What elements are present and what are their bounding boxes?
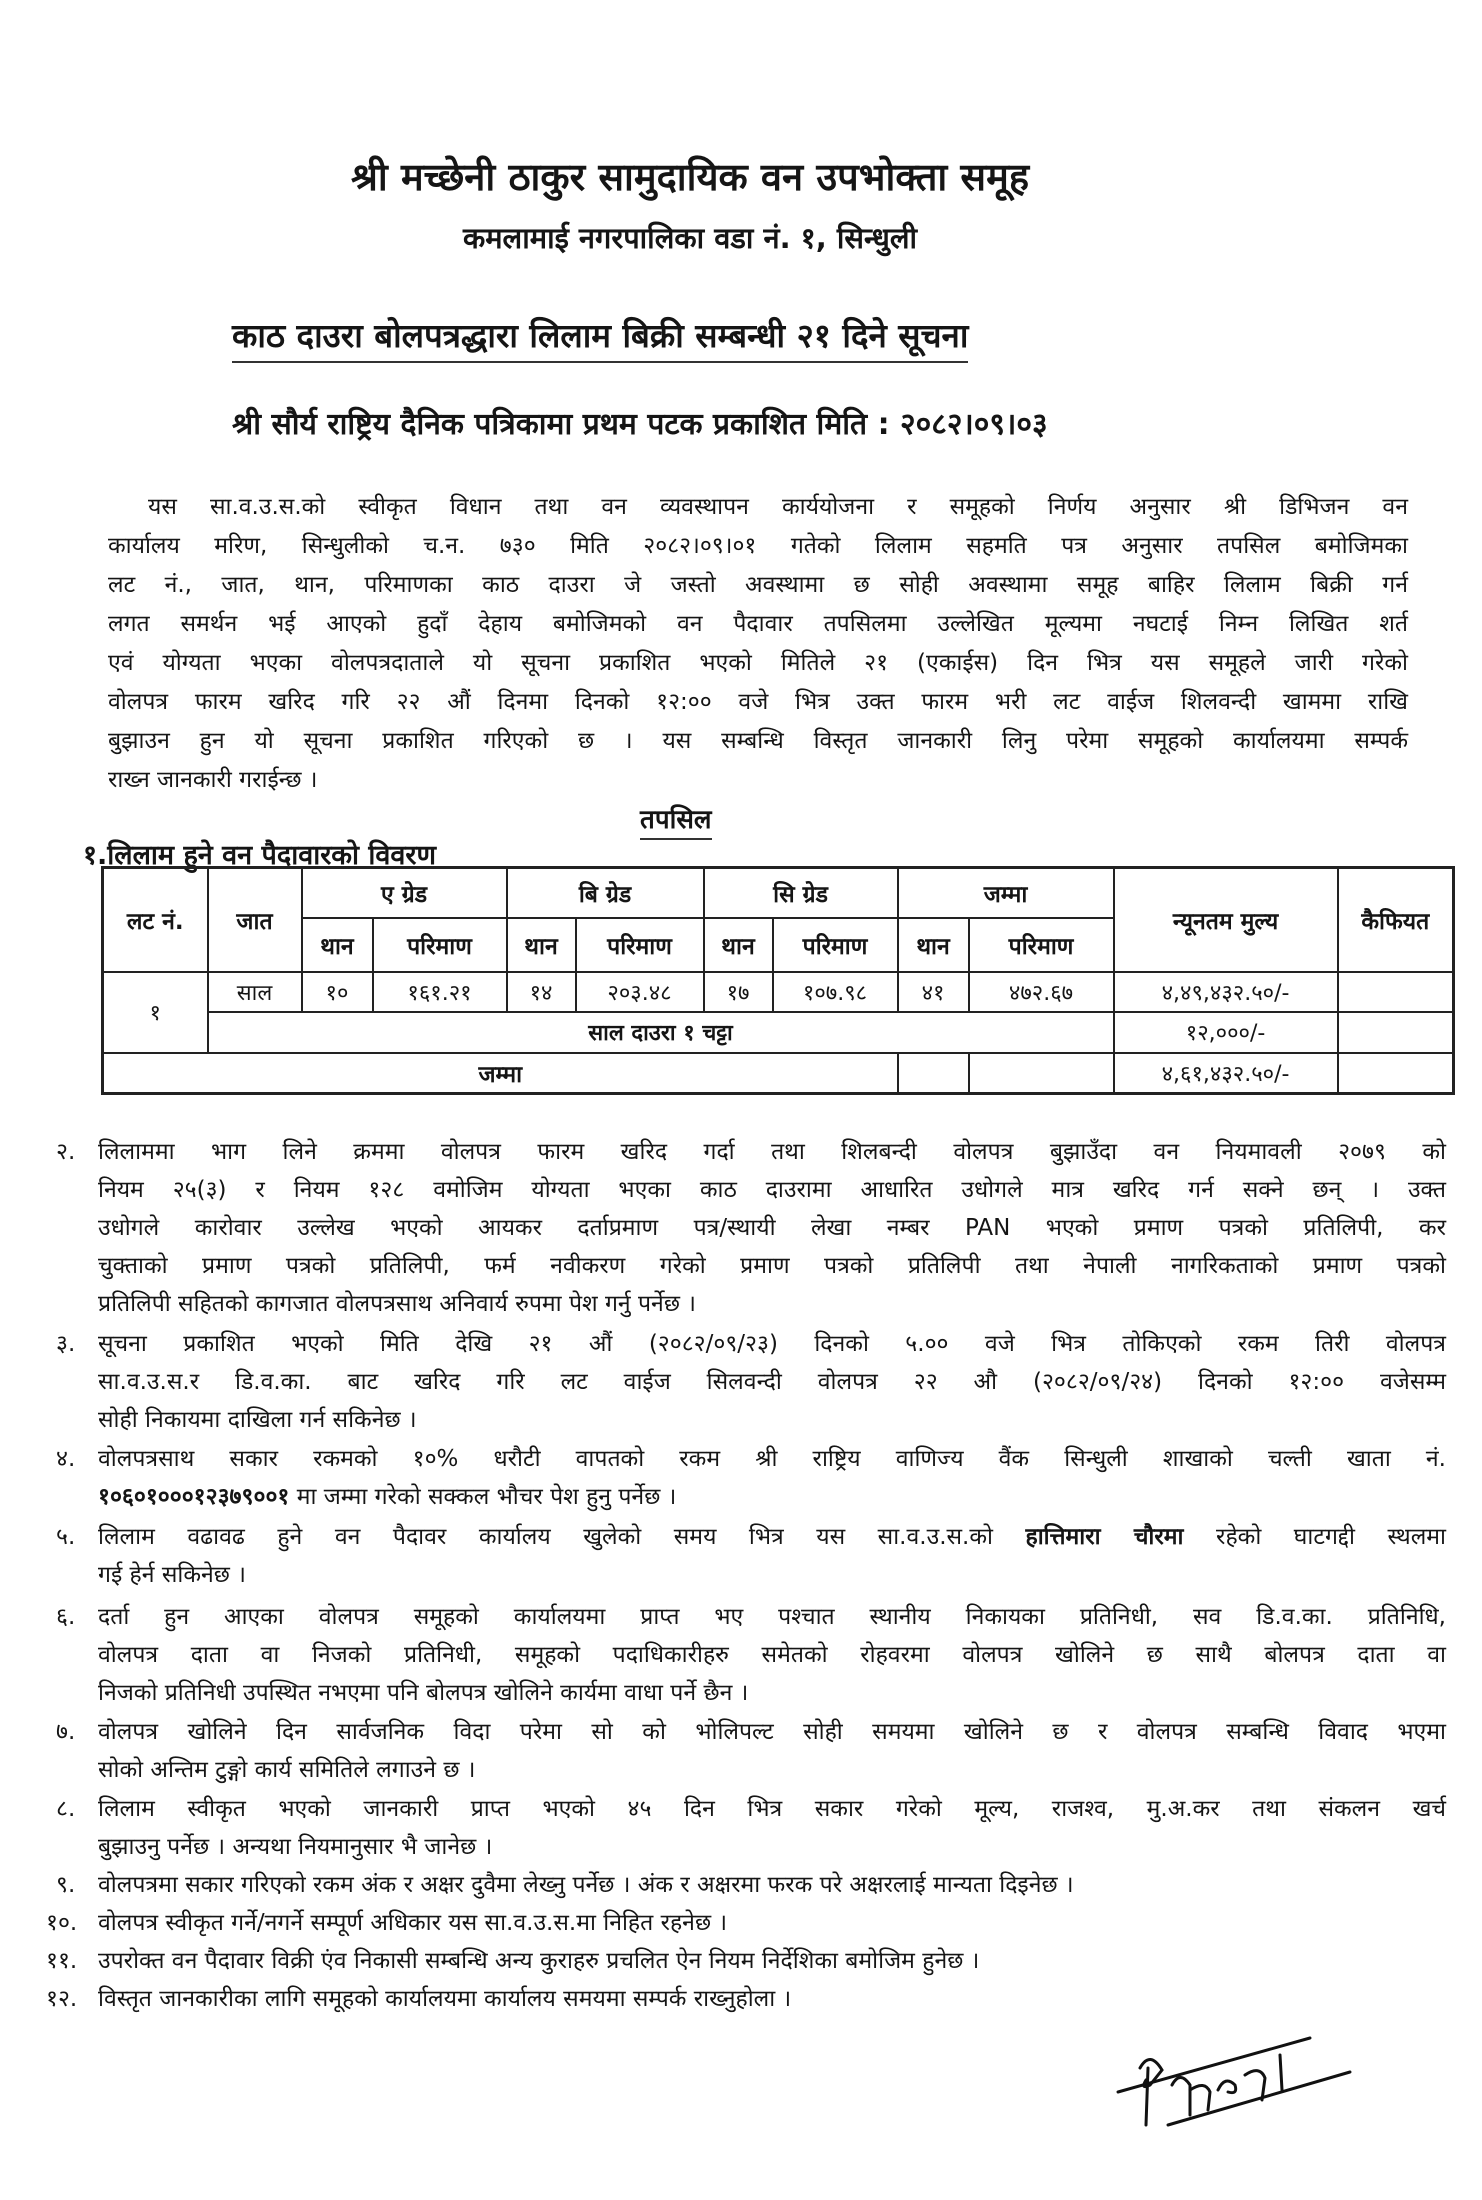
viewing-place: हात्तिमारा चौरमा (1025, 1524, 1184, 1550)
header-remarks: कैफियत (1338, 868, 1454, 972)
cell-total-min-price: ४,६१,४३२.५०/- (1114, 1053, 1338, 1094)
condition-line: वोलपत्र खोलिने दिन सार्वजनिक विदा परेमा सो को भोलिपल्ट सोही समयमा खोलिने छ र वोलपत्र सम्बन्धि विवाद भएमा (98, 1719, 1446, 1745)
condition-number: ३. (56, 1331, 76, 1357)
cell-firewood-description: साल दाउरा १ चट्टा (208, 1012, 1114, 1053)
condition-number: ९. (56, 1872, 76, 1898)
condition-line: वोलपत्रसाथ सकार रकमको १०% धरौटी वापतको रकम श्री राष्ट्रिय वाणिज्य वैंक सिन्धुली शाखाको चल्ती खाता नं. (98, 1446, 1446, 1472)
intro-line: एवं योग्यता भएका वोलपत्रदाताले यो सूचना प्रकाशित भएको मितिले २१ (एकाईस) दिन भित्र यस समूहले जारी गरेको (108, 650, 1408, 676)
condition-line: सा.व.उ.स.र डि.व.का. बाट खरिद गरि लट वाईज सिलवन्दी वोलपत्र २२ औ (२०८२/०९/२४) दिनको १२:०० वजेसम्म (98, 1369, 1446, 1395)
lot-table (101, 866, 1455, 1095)
cell-total-pieces: ४१ (898, 972, 969, 1012)
condition-line: लिलाम वढावढ हुने वन पैदावर कार्यालय खुलेको समय भित्र यस सा.व.उ.स.को (98, 1524, 993, 1550)
condition-line: प्रतिलिपी सहितको कागजात वोलपत्रसाथ अनिवार्य रुपमा पेश गर्नु पर्नेछ । (98, 1291, 696, 1317)
condition-line: वोलपत्रमा सकार गरिएको रकम अंक र अक्षर दुवैमा लेख्नु पर्नेछ । अंक र अक्षरमा फरक परे अक्षरलाई मान्यता दिइनेछ । (98, 1872, 1074, 1898)
condition-line: सोही निकायमा दाखिला गर्न सकिनेछ । (98, 1407, 417, 1433)
condition-number: १०. (46, 1910, 78, 1936)
condition-number: ४. (56, 1446, 76, 1472)
subheader-volume: परिमाण (773, 918, 898, 972)
cell-b-pieces: १४ (507, 972, 576, 1012)
header-min-price: न्यूनतम मुल्य (1114, 868, 1338, 972)
cell-min-price: ४,४९,४३२.५०/- (1114, 972, 1338, 1012)
header-lot-no: लट नं. (103, 868, 208, 972)
bank-account-number: १०६०१०००१२३७९००१ (98, 1484, 290, 1510)
table-total-row (103, 1053, 1454, 1094)
subheader-volume: परिमाण (969, 918, 1114, 972)
condition-line: बुझाउनु पर्नेछ । अन्यथा नियमानुसार भै जानेछ । (98, 1834, 493, 1860)
cell-lot-no: १ (103, 972, 208, 1053)
signature (1110, 2030, 1370, 2150)
condition-line: उधोगले कारोवार उल्लेख भएको आयकर दर्ताप्रमाण पत्र/स्थायी लेखा नम्बर PAN भएको प्रमाण पत्रको प्रतिलिपी, कर (98, 1215, 1446, 1241)
subheader-pieces: थान (898, 918, 969, 972)
condition-number: ७. (56, 1719, 76, 1745)
header-species: जात (208, 868, 302, 972)
cell-total-pieces-empty (898, 1053, 969, 1094)
cell-total-remarks (1338, 1053, 1454, 1094)
intro-line: यस सा.व.उ.स.को स्वीकृत विधान तथा वन व्यवस्थापन कार्ययोजना र समूहको निर्णय अनुसार श्री डिभिजन वन (148, 494, 1408, 520)
table-row (103, 972, 1454, 1012)
cell-total-volume: ४७२.६७ (969, 972, 1114, 1012)
tapasil-heading: तपसिल (640, 800, 712, 840)
condition-line: वोलपत्र स्वीकृत गर्ने/नगर्ने सम्पूर्ण अधिकार यस सा.व.उ.स.मा निहित रहनेछ । (98, 1910, 728, 1936)
notice-title: काठ दाउरा बोलपत्रद्धारा लिलाम बिक्री सम्बन्धी २१ दिने सूचना (232, 312, 968, 363)
condition-line: सूचना प्रकाशित भएको मिति देखि २१ औं (२०८२/०९/२३) दिनको ५.०० वजे भित्र तोकिएको रकम तिरी वोलपत्र (98, 1331, 1446, 1357)
organization-name: श्री मच्छेनी ठाकुर सामुदायिक वन उपभोक्ता समूह (350, 155, 1030, 199)
condition-line: रहेको घाटगद्दी स्थलमा (1216, 1524, 1446, 1550)
condition-line: लिलाम स्वीकृत भएको जानकारी प्राप्त भएको ४५ दिन भित्र सकार गरेको मूल्य, राजश्व, मु.अ.कर तथा संकलन खर्च (98, 1796, 1446, 1822)
subheader-volume: परिमाण (373, 918, 507, 972)
condition-line: वोलपत्र दाता वा निजको प्रतिनिधी, समूहको पदाधिकारीहरु समेतको रोहवरमा वोलपत्र खोलिने छ साथै बोलपत्र दाता वा (98, 1642, 1446, 1668)
condition-line: लिलाममा भाग लिने क्रममा वोलपत्र फारम खरिद गर्दा तथा शिलबन्दी वोलपत्र बुझाउँदा वन नियमावली २०७९ को (98, 1139, 1446, 1165)
cell-c-pieces: १७ (704, 972, 773, 1012)
condition-number: २. (56, 1139, 76, 1165)
cell-species: साल (208, 972, 302, 1012)
condition-line: सोको अन्तिम टुङ्गो कार्य समितिले लगाउने छ । (98, 1757, 476, 1783)
condition-line: चुक्ताको प्रमाण पत्रको प्रतिलिपी, फर्म नवीकरण गरेको प्रमाण पत्रको प्रतिलिपी तथा नेपाली नागरिकताको प्रमाण पत्रको (98, 1253, 1446, 1279)
intro-line: लट नं., जात, थान, परिमाणका काठ दाउरा जे जस्तो अवस्थामा छ सोही अवस्थामा समूह बाहिर लिलाम बिक्री गर्न (108, 572, 1408, 598)
section-1-title: १.लिलाम हुने वन पैदावारको विवरण (83, 840, 436, 871)
table-row (103, 1012, 1454, 1053)
cell-b-volume: २०३.४८ (576, 972, 704, 1012)
cell-a-pieces: १० (302, 972, 373, 1012)
condition-number: ५. (56, 1524, 76, 1550)
intro-line: बुझाउन हुन यो सूचना प्रकाशित गरिएको छ । यस सम्बन्धि विस्तृत जानकारी लिनु परेमा समूहको कार्यालयमा सम्पर्क (108, 728, 1408, 754)
header-grade-c: सि ग्रेड (704, 868, 898, 918)
organization-address: कमलामाई नगरपालिका वडा नं. १, सिन्धुली (462, 221, 918, 255)
intro-line: कार्यालय मरिण, सिन्धुलीको च.न. ७३० मिति २०८२।०९।०१ गतेको लिलाम सहमति पत्र अनुसार तपसिल बमोजिमका (108, 533, 1408, 559)
intro-line: वोलपत्र फारम खरिद गरि २२ औं दिनमा दिनको १२:०० वजे भित्र उक्त फारम भरी लट वाईज शिलवन्दी खाममा राखि (108, 689, 1408, 715)
cell-a-volume: १६१.२१ (373, 972, 507, 1012)
cell-total-label: जम्मा (103, 1053, 898, 1094)
condition-line: दर्ता हुन आएका वोलपत्र समूहको कार्यालयमा प्राप्त भए पश्चात स्थानीय निकायका प्रतिनिधी, सव डि.व.का. प्रतिनिधि, (98, 1604, 1446, 1630)
condition-line: उपरोक्त वन पैदावार विक्री एंव निकासी सम्बन्धि अन्य कुराहरु प्रचलित ऐन नियम निर्देशिका बमोजिम हुनेछ । (98, 1948, 980, 1974)
condition-line: नियम २५(३) र नियम १२८ वमोजिम योग्यता भएका काठ दाउरामा आधारित उधोगले मात्र खरिद गर्न सक्ने छन् । उक्त (98, 1177, 1446, 1203)
subheader-pieces: थान (704, 918, 773, 972)
subheader-pieces: थान (507, 918, 576, 972)
cell-c-volume: १०७.९८ (773, 972, 898, 1012)
condition-number: ८. (56, 1796, 76, 1822)
header-grade-b: बि ग्रेड (507, 868, 704, 918)
condition-line: निजको प्रतिनिधी उपस्थित नभएमा पनि बोलपत्र खोलिने कार्यमा वाधा पर्ने छैन । (98, 1680, 749, 1706)
condition-line: विस्तृत जानकारीका लागि समूहको कार्यालयमा कार्यालय समयमा सम्पर्क राख्नुहोला । (98, 1986, 792, 2012)
table-header-row (103, 868, 1454, 918)
subheader-volume: परिमाण (576, 918, 704, 972)
header-grade-a: ए ग्रेड (302, 868, 507, 918)
header-total: जम्मा (898, 868, 1114, 918)
condition-number: ११. (46, 1948, 78, 1974)
condition-number: ६. (56, 1604, 76, 1630)
intro-line: लगत समर्थन भई आएको हुदाँ देहाय बमोजिमको वन पैदावार तपसिलमा उल्लेखित मूल्यमा नघटाई निम्न लिखित शर्त (108, 611, 1408, 637)
condition-line: गई हेर्न सकिनेछ । (98, 1562, 246, 1588)
cell-min-price: १२,०००/- (1114, 1012, 1338, 1053)
publication-date-line: श्री सौर्य राष्ट्रिय दैनिक पत्रिकामा प्रथम पटक प्रकाशित मिति : २०८२।०९।०३ (232, 407, 1048, 442)
condition-number: १२. (46, 1986, 78, 2012)
cell-total-volume-empty (969, 1053, 1114, 1094)
subheader-pieces: थान (302, 918, 373, 972)
cell-remarks (1338, 972, 1454, 1012)
intro-line: राख्न जानकारी गराईन्छ । (108, 767, 318, 793)
condition-line: मा जम्मा गरेको सक्कल भौचर पेश हुनु पर्नेछ । (296, 1484, 677, 1510)
cell-remarks (1338, 1012, 1454, 1053)
